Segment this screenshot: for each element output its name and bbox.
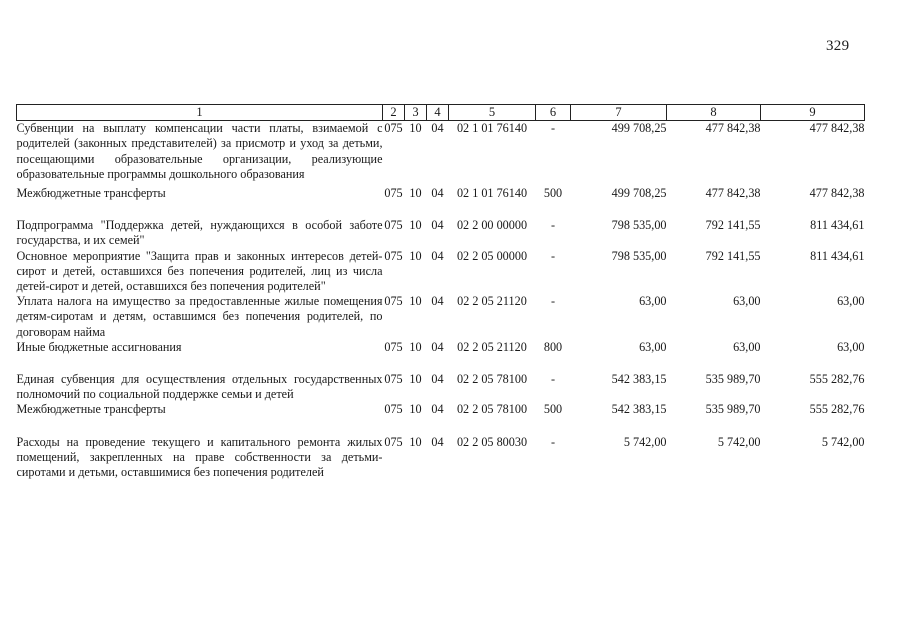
row-subsection-code: 04 <box>431 372 444 387</box>
table-row <box>17 340 865 355</box>
row-amount-col8: 63,00 <box>733 339 761 354</box>
row-ministry-code: 075 <box>384 372 403 387</box>
header-col-9: 9 <box>761 105 865 121</box>
row-amount-col7: 798 535,00 <box>611 218 667 233</box>
table-row <box>17 186 865 201</box>
row-section-code: 10 <box>409 372 422 387</box>
table-row <box>17 372 865 402</box>
row-amount-col7: 63,00 <box>639 339 667 354</box>
row-target-article: 02 2 05 78100 <box>456 372 528 387</box>
header-col-3: 3 <box>405 105 427 121</box>
row-expense-type: - <box>550 372 556 387</box>
row-amount-col7: 798 535,00 <box>611 248 667 263</box>
row-name: Межбюджетные трансферты <box>16 186 166 201</box>
row-name: Единая субвенция для осуществления отдельных государственных полномочий по социальной поддержке семьи и детей <box>16 372 383 402</box>
table-header-row <box>17 105 865 121</box>
row-name: Основное мероприятие "Защита прав и законных интересов детей-сирот и детей, оставшихся без попечения родителей, лиц из числа детей-сирот и детей, оставшихся без попечения родителей" <box>16 248 383 294</box>
row-ministry-code: 075 <box>384 121 403 136</box>
header-col-8: 8 <box>667 105 761 121</box>
row-ministry-code: 075 <box>384 294 403 309</box>
row-target-article: 02 2 05 00000 <box>456 248 528 263</box>
header-col-1: 1 <box>17 105 383 121</box>
row-name: Уплата налога на имущество за предоставленные жилые помещения детям-сиротам и детям, оставшимся без попечения родителей, по договорам найма <box>16 294 383 339</box>
row-amount-col9: 477 842,38 <box>809 121 865 136</box>
row-expense-type: 800 <box>543 339 563 354</box>
row-expense-type: 500 <box>543 402 563 417</box>
row-section-code: 10 <box>409 248 422 263</box>
row-expense-type: - <box>550 434 556 449</box>
row-subsection-code: 04 <box>431 121 444 136</box>
row-section-code: 10 <box>409 121 422 136</box>
row-amount-col7: 63,00 <box>639 294 667 309</box>
table-row <box>17 435 865 481</box>
row-target-article: 02 2 05 21120 <box>457 339 527 354</box>
header-col-5: 5 <box>449 105 536 121</box>
row-section-code: 10 <box>409 218 422 233</box>
row-section-code: 10 <box>409 402 422 417</box>
row-name: Межбюджетные трансферты <box>16 402 166 417</box>
row-amount-col9: 811 434,61 <box>810 218 865 233</box>
row-expense-type: 500 <box>543 186 563 201</box>
row-amount-col7: 542 383,15 <box>611 372 667 387</box>
row-expense-type: - <box>550 248 556 263</box>
row-target-article: 02 2 05 21120 <box>457 294 527 309</box>
row-name: Субвенции на выплату компенсации части платы, взимаемой с родителей (законных представителей) за присмотр и уход за детьми, посещающими образовательные организации, реализующие образовательные программы дошкольного образования <box>16 121 383 181</box>
row-amount-col9: 555 282,76 <box>809 372 865 387</box>
budget-table <box>16 104 865 480</box>
header-col-7: 7 <box>571 105 667 121</box>
row-ministry-code: 075 <box>384 434 403 449</box>
row-target-article: 02 2 00 00000 <box>456 218 528 233</box>
table-row <box>17 121 865 182</box>
row-ministry-code: 075 <box>384 186 403 201</box>
row-amount-col9: 555 282,76 <box>809 402 865 417</box>
row-subsection-code: 04 <box>431 339 444 354</box>
row-amount-col8: 792 141,55 <box>705 248 761 263</box>
row-ministry-code: 075 <box>384 402 403 417</box>
row-section-code: 10 <box>409 434 422 449</box>
row-target-article: 02 2 05 80030 <box>456 434 528 449</box>
row-expense-type: - <box>550 218 556 233</box>
row-section-code: 10 <box>409 186 422 201</box>
page-number: 329 <box>826 38 850 54</box>
row-amount-col9: 811 434,61 <box>810 248 865 263</box>
row-amount-col7: 499 708,25 <box>611 186 667 201</box>
row-subsection-code: 04 <box>431 186 444 201</box>
row-ministry-code: 075 <box>384 218 403 233</box>
row-amount-col7: 542 383,15 <box>611 402 667 417</box>
row-subsection-code: 04 <box>431 434 444 449</box>
row-amount-col8: 535 989,70 <box>705 372 761 387</box>
row-section-code: 10 <box>409 294 422 309</box>
row-amount-col9: 477 842,38 <box>809 186 865 201</box>
row-target-article: 02 2 05 78100 <box>456 402 528 417</box>
row-target-article: 02 1 01 76140 <box>456 121 528 136</box>
table-row <box>17 294 865 340</box>
row-amount-col7: 499 708,25 <box>611 121 667 136</box>
row-amount-col8: 535 989,70 <box>705 402 761 417</box>
row-amount-col9: 63,00 <box>837 339 865 354</box>
row-amount-col8: 477 842,38 <box>705 186 761 201</box>
row-amount-col9: 63,00 <box>837 294 865 309</box>
table-row <box>17 218 865 248</box>
row-amount-col8: 63,00 <box>733 294 761 309</box>
row-amount-col8: 792 141,55 <box>705 218 761 233</box>
row-target-article: 02 1 01 76140 <box>456 186 528 201</box>
row-name: Расходы на проведение текущего и капитального ремонта жилых помещений, закрепленных на праве собственности за детьми-сиротами и детьми, оставшимися без попечения родителей <box>16 434 383 480</box>
row-subsection-code: 04 <box>431 218 444 233</box>
row-expense-type: - <box>550 294 556 309</box>
row-amount-col8: 5 742,00 <box>717 434 761 449</box>
table-row <box>17 249 865 295</box>
row-amount-col7: 5 742,00 <box>623 434 667 449</box>
header-col-4: 4 <box>427 105 449 121</box>
header-col-2: 2 <box>383 105 405 121</box>
row-name: Подпрограмма "Поддержка детей, нуждающихся в особой заботе государства, и их семей" <box>16 218 383 248</box>
row-amount-col9: 5 742,00 <box>821 434 865 449</box>
row-subsection-code: 04 <box>431 248 444 263</box>
row-subsection-code: 04 <box>431 294 444 309</box>
row-expense-type: - <box>550 121 556 136</box>
row-amount-col8: 477 842,38 <box>705 121 761 136</box>
row-subsection-code: 04 <box>431 402 444 417</box>
row-ministry-code: 075 <box>384 248 403 263</box>
row-section-code: 10 <box>409 339 422 354</box>
row-name: Иные бюджетные ассигнования <box>16 339 182 354</box>
header-col-6: 6 <box>536 105 571 121</box>
row-ministry-code: 075 <box>384 339 403 354</box>
table-row <box>17 402 865 417</box>
